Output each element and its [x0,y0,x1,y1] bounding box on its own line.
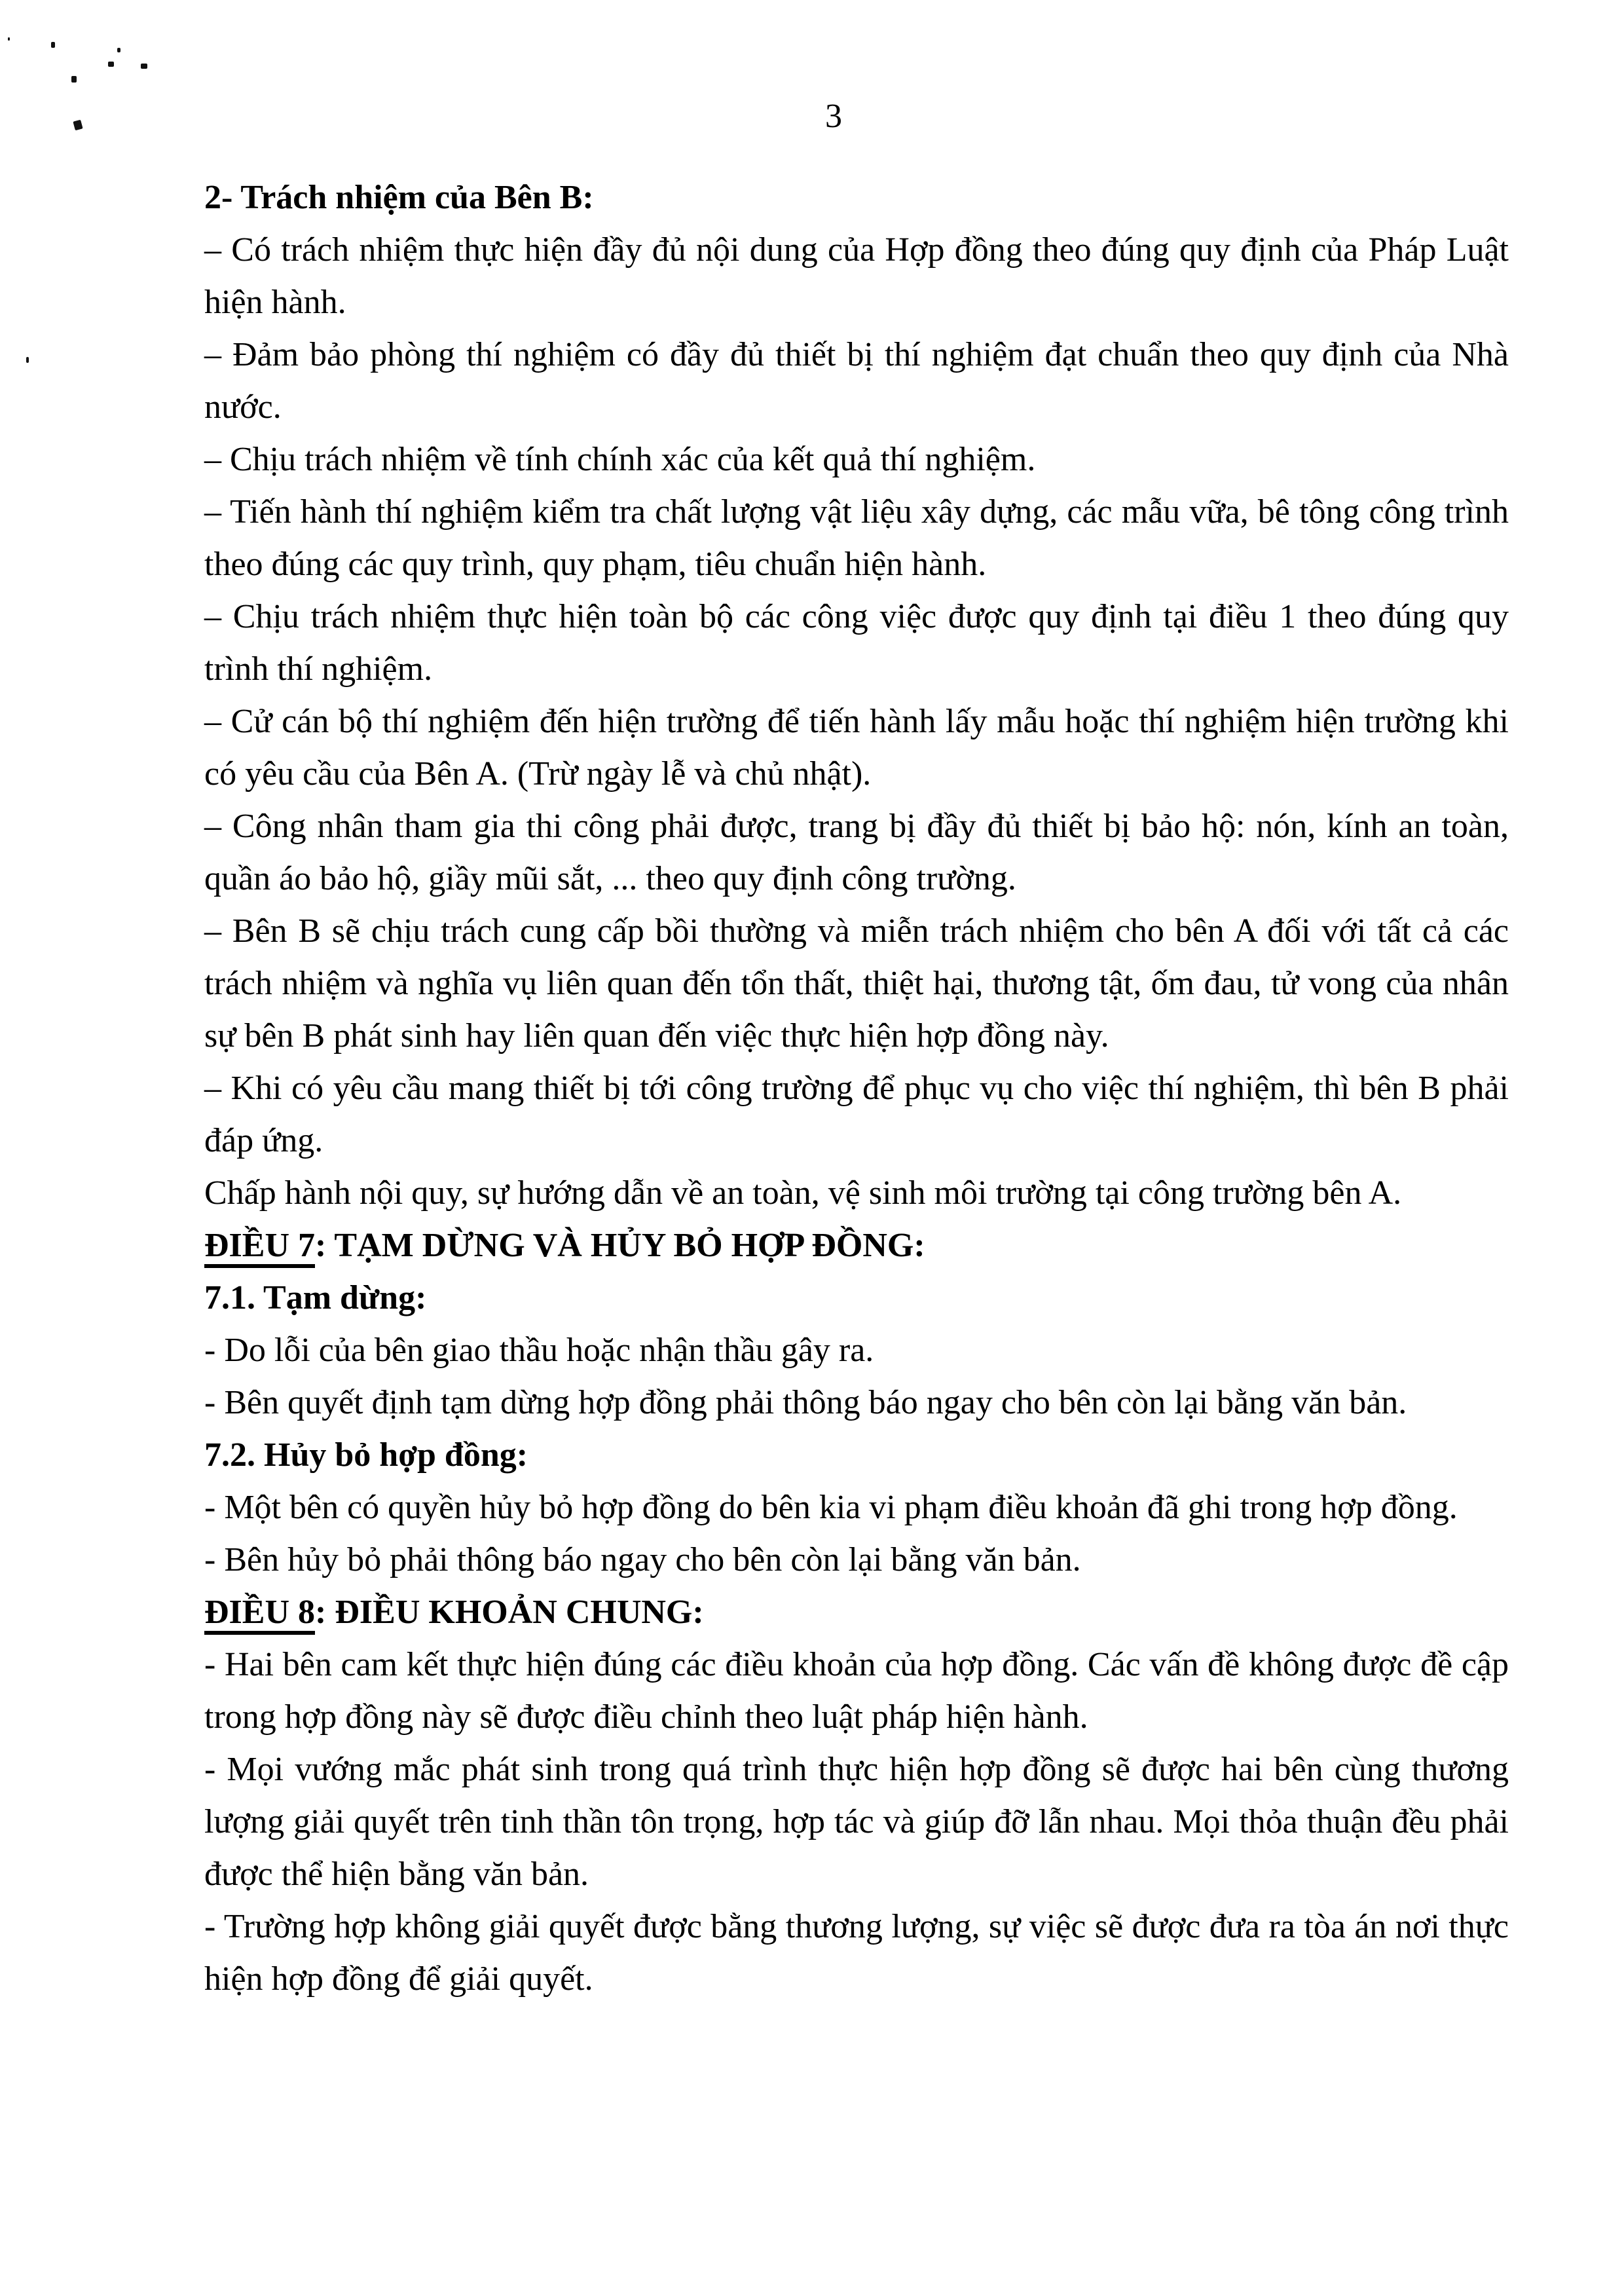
article-8-heading [204,1586,1509,1639]
general-terms-item: - Mọi vướng mắc phát sinh trong quá trình thực hiện hợp đồng sẽ được hai bên cùng thương lượng giải quyết trên tinh thần tôn trọng, hợp tác và giúp đỡ lẫn nhau. Mọi thỏa thuận đều phải được thể hiện bằng văn bản. [204,1751,1509,1893]
article-7-title: : TẠM DỪNG VÀ HỦY BỎ HỢP ĐỒNG: [315,1227,925,1264]
suspension-item: - Bên quyết định tạm dừng hợp đồng phải thông báo ngay cho bên còn lại bằng văn bản. [204,1384,1407,1421]
page-number: 3 [825,98,842,135]
section-7-1-heading: 7.1. Tạm dừng: [204,1279,427,1316]
party-b-responsibility-item: – Tiến hành thí nghiệm kiểm tra chất lượng vật liệu xây dựng, các mẫu vữa, bê tông công trình theo đúng các quy trình, quy phạm, tiêu chuẩn hiện hành. [204,493,1509,583]
cancellation-item: - Bên hủy bỏ phải thông báo ngay cho bên còn lại bằng văn bản. [204,1541,1081,1578]
cancellation-item: - Một bên có quyền hủy bỏ hợp đồng do bên kia vi phạm điều khoản đã ghi trong hợp đồng. [204,1489,1458,1526]
party-b-responsibility-item: – Khi có yêu cầu mang thiết bị tới công trường để phục vụ cho việc thí nghiệm, thì bên B phải đáp ứng. [204,1070,1509,1159]
scan-noise-speck [71,76,77,83]
party-b-responsibility-item: – Cử cán bộ thí nghiệm đến hiện trường để tiến hành lấy mẫu hoặc thí nghiệm hiện trường khi có yêu cầu của Bên A. (Trừ ngày lễ và chủ nhật). [204,703,1509,793]
scan-noise-speck [73,120,83,131]
scan-noise-speck [26,357,29,363]
general-terms-item: - Trường hợp không giải quyết được bằng thương lượng, sự việc sẽ được đưa ra tòa án nơi thực hiện hợp đồng để giải quyết. [204,1908,1509,1998]
party-b-responsibility-item: – Có trách nhiệm thực hiện đầy đủ nội dung của Hợp đồng theo đúng quy định của Pháp Luật hiện hành. [204,231,1509,321]
party-b-responsibility-item: – Chịu trách nhiệm thực hiện toàn bộ các công việc được quy định tại điều 1 theo đúng quy trình thí nghiệm. [204,598,1509,688]
scan-noise-speck [141,64,147,69]
scan-noise-speck [8,37,10,41]
article-7-heading [204,1220,1509,1272]
scan-noise-speck [51,42,55,48]
section-7-2-heading: 7.2. Hủy bỏ hợp đồng: [204,1436,528,1474]
section-2-heading: 2- Trách nhiệm của Bên B: [204,179,594,216]
article-8-title: : ĐIỀU KHOẢN CHUNG: [315,1594,704,1631]
party-b-responsibility-item: – Công nhân tham gia thi công phải được, trang bị đầy đủ thiết bị bảo hộ: nón, kính an toàn, quần áo bảo hộ, giầy mũi sắt, ... theo quy định công trường. [204,808,1509,897]
party-b-responsibility-item: – Bên B sẽ chịu trách cung cấp bồi thường và miễn trách nhiệm cho bên A đối với tất cả các trách nhiệm và nghĩa vụ liên quan đến tổn thất, thiệt hại, thương tật, ốm đau, tử vong của nhân sự bên B phát sinh hay liên quan đến việc thực hiện hợp đồng này. [204,912,1509,1054]
article-8-number: ĐIỀU 8 [204,1594,315,1635]
contract-text [204,172,1509,2006]
party-b-responsibility-item: – Chịu trách nhiệm về tính chính xác của kết quả thí nghiệm. [204,441,1036,478]
scan-noise-speck [117,48,120,52]
article-7-number: ĐIỀU 7 [204,1227,315,1268]
scan-noise-speck [108,62,114,67]
suspension-item: - Do lỗi của bên giao thầu hoặc nhận thầu gây ra. [204,1332,874,1369]
compliance-note: Chấp hành nội quy, sự hướng dẫn về an toàn, vệ sinh môi trường tại công trường bên A. [204,1174,1402,1212]
general-terms-item: - Hai bên cam kết thực hiện đúng các điều khoản của hợp đồng. Các vấn đề không được đề cập trong hợp đồng này sẽ được điều chỉnh theo luật pháp hiện hành. [204,1646,1509,1736]
party-b-responsibility-item: – Đảm bảo phòng thí nghiệm có đầy đủ thiết bị thí nghiệm đạt chuẩn theo quy định của Nhà nước. [204,336,1509,426]
